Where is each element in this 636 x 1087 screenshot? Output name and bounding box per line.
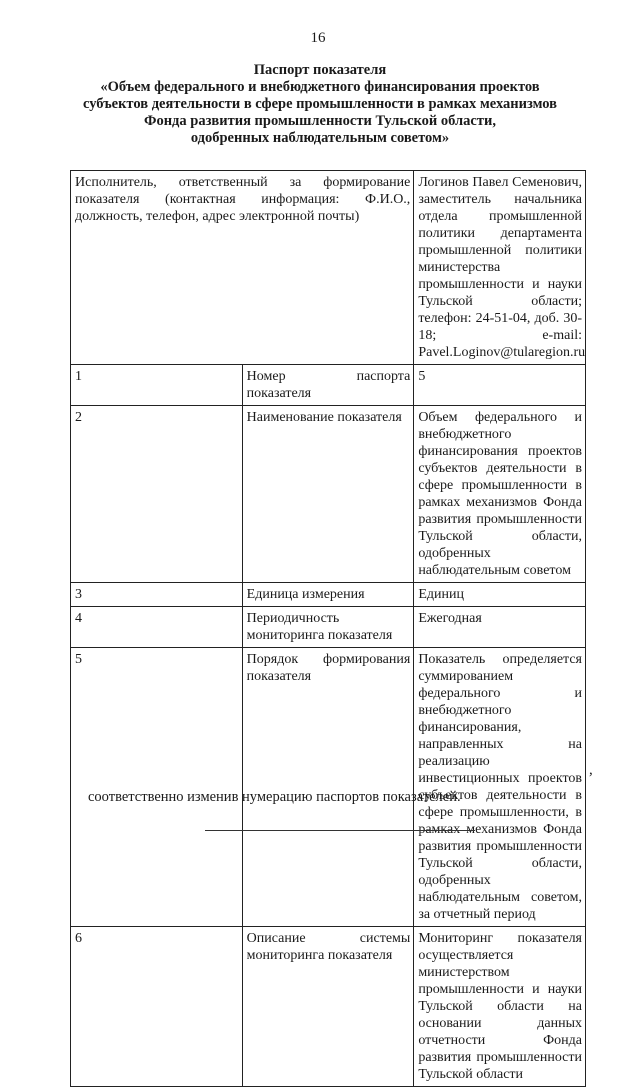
executor-label: Исполнитель, ответственный за формирование показателя (контактная информация: Ф.И.О., должность, телефон, адрес электронной почты) [71,171,414,365]
document-title [70,62,570,147]
executor-value: Логинов Павел Семенович, заместитель начальника отдела промышленной политики департамента промышленной политики министерства промышленности и науки Тульской области; телефон: 24-51-04, доб. 30-18; e-mail: Pavel.Loginov@tularegion.ru [414,171,586,365]
table-row [71,583,586,607]
row-label: Номер паспорта показателя [242,365,414,406]
title-line: субъектов деятельности в сфере промышленности в рамках механизмов [83,96,557,112]
row-label: Наименование показателя [242,406,414,583]
row-label: Единица измерения [242,583,414,607]
row-number: 4 [71,607,243,648]
table-row [71,927,586,1087]
title-line: «Объем федерального и внебюджетного финансирования проектов [100,79,540,95]
row-number: 1 [71,365,243,406]
row-label: Порядок формирования показателя [242,648,414,927]
row-value: Объем федерального и внебюджетного финансирования проектов субъектов деятельности в сфере промышленности в рамках механизмов Фонда развития промышленности Тульской области, одобренных наблюдательным советом [414,406,586,583]
bottom-divider [205,830,475,831]
row-value: 5 [414,365,586,406]
table-row [71,365,586,406]
row-number: 3 [71,583,243,607]
table-row [71,648,586,927]
row-value: Показатель определяется суммированием федерального и внебюджетного финансирования, направленных на реализацию инвестиционных проектов субъектов деятельности в сфере промышленности, в рамках механизмов Фонда развития промышленности Тульской области, одобренных наблюдательным советом, за отчетный период [414,648,586,927]
table-row-executor [71,171,586,365]
row-value: Единиц [414,583,586,607]
footer-text: соответственно изменив нумерацию паспортов показателей. [88,789,461,805]
title-line: Фонда развития промышленности Тульской области, [144,113,496,129]
row-value: Мониторинг показателя осуществляется министерством промышленности и науки Тульской области на основании данных отчетности Фонда развития промышленности Тульской области [414,927,586,1087]
row-value: Ежегодная [414,607,586,648]
page-number: 16 [310,30,326,46]
row-number: 2 [71,406,243,583]
row-label: Описание системы мониторинга показателя [242,927,414,1087]
table-row [71,607,586,648]
trailing-comma: , [589,762,593,778]
indicator-passport-table [70,170,586,1087]
row-label: Периодичность мониторинга показателя [242,607,414,648]
row-number: 5 [71,648,243,927]
title-line: одобренных наблюдательным советом» [190,130,450,146]
title-line: Паспорт показателя [253,62,387,78]
row-number: 6 [71,927,243,1087]
table-row [71,406,586,583]
